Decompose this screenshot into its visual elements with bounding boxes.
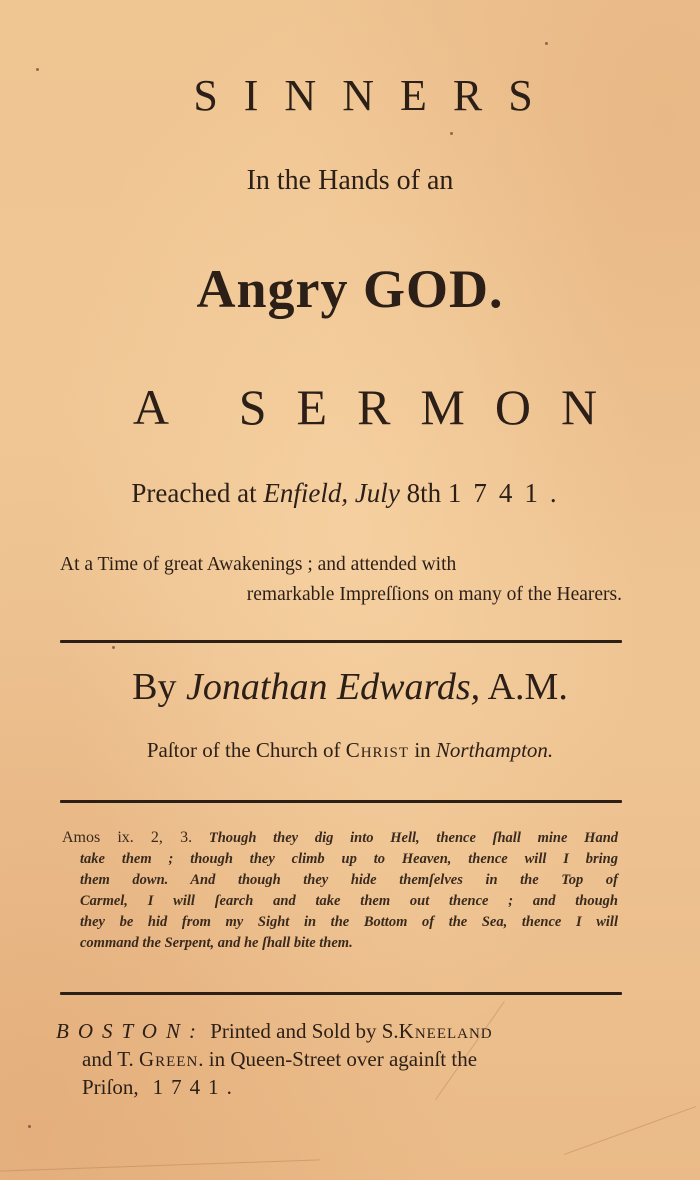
imprint-year: 1741. — [152, 1075, 240, 1099]
author-name: Jonathan Edwards, — [186, 666, 481, 708]
preached-month: July — [348, 478, 400, 508]
author-suffix: A.M. — [480, 666, 568, 708]
imprint-line-2: and T. Green. in Queen-Street over againſt the — [82, 1047, 478, 1071]
divider-rule — [60, 800, 622, 803]
pastor-town: Northampton. — [435, 738, 554, 762]
imprint-line-1: BOSTON: Printed and Sold by S.Kneeland — [56, 1019, 493, 1043]
preached-year: 1741. — [447, 478, 569, 508]
epigraph-line: Carmel, I will ſearch and take them out thence ; and though — [80, 893, 618, 909]
divider-rule — [60, 640, 622, 643]
epigraph-line: Amos ix. 2, 3. Though they dig into Hell, thence ſhall mine Hand — [62, 829, 619, 846]
epigraph-reference: Amos ix. 2, 3. — [62, 829, 193, 846]
epigraph-line: command the Serpent, and he ſhall bite them. — [80, 935, 353, 951]
occasion-text — [60, 550, 622, 610]
epigraph-line: them down. And though they hide themſelves in the Top of — [80, 872, 618, 888]
ink-speck — [450, 132, 453, 135]
title-line-hands: In the Hands of an — [246, 165, 454, 196]
pastor-mid: in — [409, 738, 436, 762]
occasion-line-2: remarkable Impreſſions on many of the Hearers. — [246, 584, 622, 605]
ink-speck — [545, 42, 548, 45]
imprint — [56, 1017, 622, 1101]
ink-speck — [28, 1125, 31, 1128]
preached-place: Enfield, — [263, 478, 349, 508]
preached-line — [0, 478, 700, 509]
paper-crease — [564, 1106, 696, 1155]
subtitle-sermon: A SERMON — [132, 379, 628, 435]
epigraph-line: they be hid from my Sight in the Bottom of the Sea, thence I will — [80, 914, 618, 930]
epigraph-line: take them ; though they climb up to Heaven, thence will I bring — [80, 851, 618, 867]
author-prefix: By — [132, 666, 187, 708]
imprint-city: BOSTON: — [56, 1019, 205, 1043]
imprint-line-3: Priſon, 1741. — [82, 1075, 240, 1099]
ink-speck — [112, 646, 115, 649]
title-line-angry-god: Angry GOD. — [196, 259, 504, 319]
preached-prefix: Preached at — [131, 478, 264, 508]
imprint-printer-2: Green — [138, 1047, 199, 1071]
imprint-printer-1: Kneeland — [398, 1019, 493, 1043]
pastor-prefix: Paſtor of the Church of — [146, 738, 346, 762]
pastor-line — [0, 738, 700, 763]
pastor-church: Christ — [345, 738, 410, 762]
author-line — [0, 665, 700, 709]
title-line-sinners: SINNERS — [193, 71, 559, 120]
epigraph-scripture — [62, 827, 618, 954]
occasion-line-1: At a Time of great Awakenings ; and attended with — [60, 554, 457, 575]
preached-day: 8th — [399, 478, 448, 508]
paper-crease — [0, 1159, 320, 1171]
divider-rule — [60, 992, 622, 995]
